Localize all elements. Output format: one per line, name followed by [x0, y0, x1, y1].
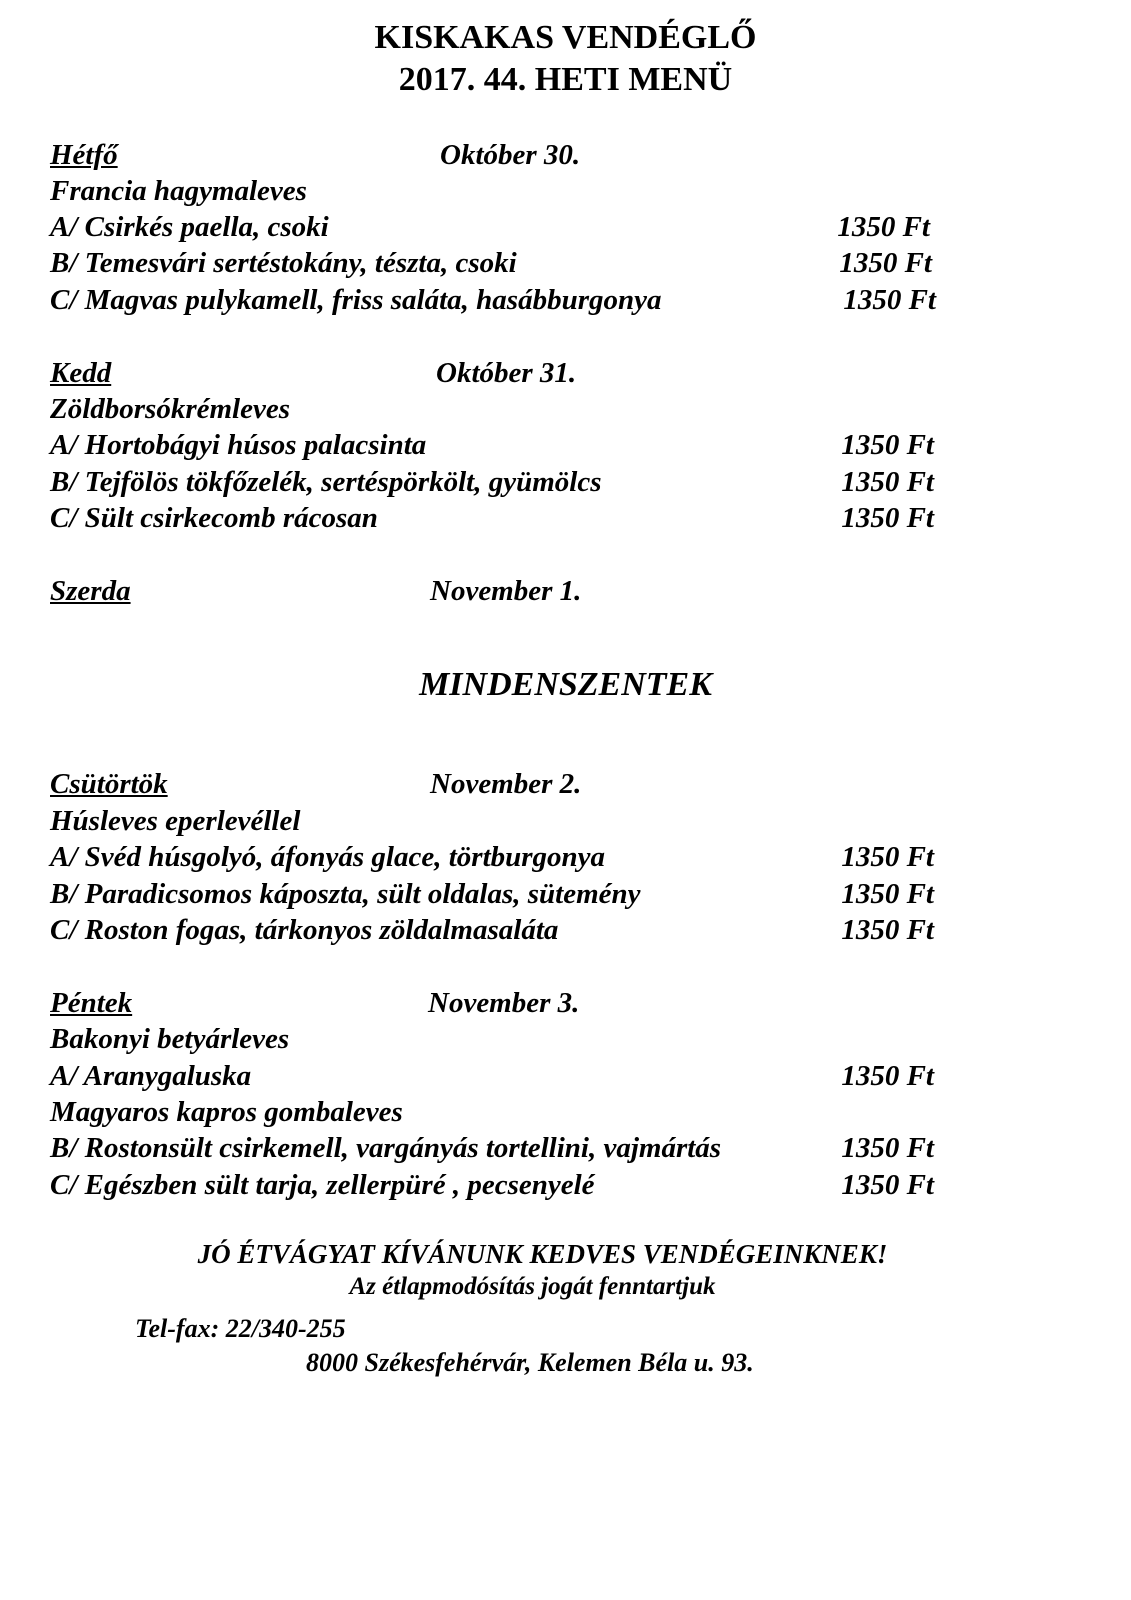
day-heading: Hétfő [50, 139, 118, 171]
menu-item: C/ Magvas pulykamell, friss saláta, hasábburgonya [50, 284, 662, 316]
menu-price: 1350 Ft [841, 1169, 934, 1201]
holiday-notice: MINDENSZENTEK [419, 666, 712, 703]
menu-item: B/ Rostonsült csirkemell, vargányás tortellini, vajmártás [50, 1132, 722, 1164]
menu-item: B/ Paradicsomos káposzta, sült oldalas, sütemény [50, 878, 641, 910]
menu-price: 1350 Ft [839, 247, 932, 279]
menu-price: 1350 Ft [841, 841, 934, 873]
day-date: November 1. [430, 575, 582, 607]
footer-disclaimer: Az étlapmodósítás jogát fenntartjuk [349, 1273, 716, 1300]
soup: Francia hagymaleves [50, 175, 307, 207]
menu-price: 1350 Ft [841, 502, 934, 534]
menu-item: C/ Sült csirkecomb rácosan [50, 502, 378, 534]
day-heading: Szerda [50, 575, 131, 607]
menu-item: A/ Hortobágyi húsos palacsinta [50, 429, 427, 461]
soup: Húsleves eperlevéllel [50, 805, 301, 837]
footer-greeting: JÓ ÉTVÁGYAT KÍVÁNUNK KEDVES VENDÉGEINKNEK! [197, 1239, 888, 1269]
soup: Magyaros kapros gombaleves [50, 1096, 403, 1128]
menu-price: 1350 Ft [841, 1132, 934, 1164]
day-heading: Kedd [50, 357, 112, 389]
day-date: Október 31. [436, 357, 577, 389]
day-date: November 3. [428, 987, 580, 1019]
footer-phone: Tel-fax: 22/340-255 [135, 1314, 346, 1343]
menu-week-title: 2017. 44. HETI MENÜ [398, 61, 733, 98]
footer-address: 8000 Székesfehérvár, Kelemen Béla u. 93. [306, 1348, 754, 1377]
day-date: November 2. [430, 768, 582, 800]
menu-item: C/ Egészben sült tarja, zellerpüré , pecsenyelé [50, 1169, 595, 1201]
menu-item: A/ Svéd húsgolyó, áfonyás glace, törtburgonya [50, 841, 606, 873]
menu-price: 1350 Ft [841, 914, 934, 946]
menu-price: 1350 Ft [841, 466, 934, 498]
menu-item: B/ Tejfölös tökfőzelék, sertéspörkölt, gyümölcs [50, 466, 602, 498]
menu-price: 1350 Ft [837, 211, 930, 243]
restaurant-name: KISKAKAS VENDÉGLŐ [374, 19, 757, 56]
menu-price: 1350 Ft [841, 429, 934, 461]
day-heading: Csütörtök [50, 768, 168, 800]
soup: Bakonyi betyárleves [50, 1023, 290, 1055]
day-heading: Péntek [50, 987, 133, 1019]
menu-price: 1350 Ft [843, 284, 936, 316]
menu-item: C/ Roston fogas, tárkonyos zöldalmasaláta [50, 914, 559, 946]
day-date: Október 30. [440, 139, 581, 171]
menu-price: 1350 Ft [841, 1060, 934, 1092]
menu-price: 1350 Ft [841, 878, 934, 910]
soup: Zöldborsókrémleves [50, 393, 291, 425]
menu-item: B/ Temesvári sertéstokány, tészta, csoki [50, 247, 517, 279]
menu-item: A/ Csirkés paella, csoki [50, 211, 329, 243]
menu-item: A/ Aranygaluska [50, 1060, 252, 1092]
